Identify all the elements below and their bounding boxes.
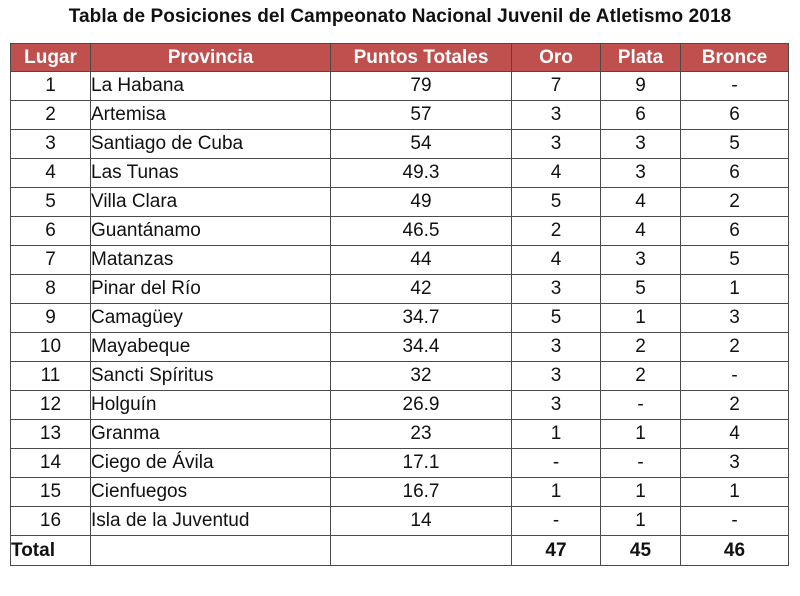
puntos-cell: 54 — [331, 130, 512, 159]
provincia-cell: Matanzas — [91, 246, 331, 275]
table-row — [11, 391, 789, 420]
plata-cell: - — [601, 449, 681, 478]
table-row — [11, 275, 789, 304]
provincia-cell: Cienfuegos — [91, 478, 331, 507]
header-plata: Plata — [601, 44, 681, 72]
lugar-cell: 15 — [11, 478, 91, 507]
provincia-cell: Villa Clara — [91, 188, 331, 217]
header-provincia: Provincia — [91, 44, 331, 72]
oro-cell: 3 — [512, 391, 601, 420]
oro-cell: 3 — [512, 130, 601, 159]
puntos-cell: 26.9 — [331, 391, 512, 420]
oro-cell: 7 — [512, 72, 601, 101]
oro-cell: 4 — [512, 159, 601, 188]
puntos-cell: 49.3 — [331, 159, 512, 188]
puntos-cell: 46.5 — [331, 217, 512, 246]
total-label: Total — [11, 536, 91, 566]
provincia-cell: Camagüey — [91, 304, 331, 333]
puntos-cell: 34.4 — [331, 333, 512, 362]
puntos-cell: 17.1 — [331, 449, 512, 478]
lugar-cell: 2 — [11, 101, 91, 130]
bronce-cell: 5 — [681, 246, 789, 275]
provincia-cell: Las Tunas — [91, 159, 331, 188]
provincia-cell: Ciego de Ávila — [91, 449, 331, 478]
provincia-cell: Mayabeque — [91, 333, 331, 362]
lugar-cell: 3 — [11, 130, 91, 159]
plata-cell: 1 — [601, 304, 681, 333]
oro-cell: 5 — [512, 188, 601, 217]
plata-cell: 1 — [601, 507, 681, 536]
bronce-cell: 1 — [681, 275, 789, 304]
total-oro: 47 — [512, 536, 601, 566]
lugar-cell: 12 — [11, 391, 91, 420]
table-row — [11, 130, 789, 159]
bronce-cell: 6 — [681, 217, 789, 246]
plata-cell: 4 — [601, 188, 681, 217]
total-puntos — [331, 536, 512, 566]
puntos-cell: 57 — [331, 101, 512, 130]
provincia-cell: Holguín — [91, 391, 331, 420]
puntos-cell: 42 — [331, 275, 512, 304]
standings-table — [10, 43, 789, 566]
lugar-cell: 4 — [11, 159, 91, 188]
oro-cell: 5 — [512, 304, 601, 333]
header-lugar: Lugar — [11, 44, 91, 72]
lugar-cell: 8 — [11, 275, 91, 304]
lugar-cell: 1 — [11, 72, 91, 101]
header-bronce: Bronce — [681, 44, 789, 72]
bronce-cell: 6 — [681, 101, 789, 130]
puntos-cell: 32 — [331, 362, 512, 391]
bronce-cell: 2 — [681, 391, 789, 420]
plata-cell: 2 — [601, 333, 681, 362]
bronce-cell: - — [681, 72, 789, 101]
lugar-cell: 13 — [11, 420, 91, 449]
total-plata: 45 — [601, 536, 681, 566]
header-puntos-totales: Puntos Totales — [331, 44, 512, 72]
oro-cell: 1 — [512, 478, 601, 507]
oro-cell: 4 — [512, 246, 601, 275]
table-row — [11, 304, 789, 333]
total-row — [11, 536, 789, 566]
lugar-cell: 14 — [11, 449, 91, 478]
bronce-cell: 1 — [681, 478, 789, 507]
lugar-cell: 9 — [11, 304, 91, 333]
plata-cell: 3 — [601, 130, 681, 159]
plata-cell: 1 — [601, 420, 681, 449]
oro-cell: 3 — [512, 333, 601, 362]
bronce-cell: 3 — [681, 304, 789, 333]
plata-cell: 6 — [601, 101, 681, 130]
plata-cell: 5 — [601, 275, 681, 304]
bronce-cell: - — [681, 362, 789, 391]
provincia-cell: Granma — [91, 420, 331, 449]
provincia-cell: Isla de la Juventud — [91, 507, 331, 536]
lugar-cell: 11 — [11, 362, 91, 391]
oro-cell: 2 — [512, 217, 601, 246]
puntos-cell: 49 — [331, 188, 512, 217]
table-row — [11, 362, 789, 391]
plata-cell: 9 — [601, 72, 681, 101]
table-row — [11, 507, 789, 536]
oro-cell: 3 — [512, 362, 601, 391]
table-row — [11, 159, 789, 188]
lugar-cell: 10 — [11, 333, 91, 362]
table-row — [11, 420, 789, 449]
table-row — [11, 217, 789, 246]
lugar-cell: 5 — [11, 188, 91, 217]
plata-cell: 3 — [601, 159, 681, 188]
table-row — [11, 101, 789, 130]
oro-cell: 3 — [512, 101, 601, 130]
bronce-cell: 2 — [681, 188, 789, 217]
plata-cell: 4 — [601, 217, 681, 246]
provincia-cell: Pinar del Río — [91, 275, 331, 304]
header-oro: Oro — [512, 44, 601, 72]
lugar-cell: 6 — [11, 217, 91, 246]
lugar-cell: 16 — [11, 507, 91, 536]
plata-cell: - — [601, 391, 681, 420]
puntos-cell: 44 — [331, 246, 512, 275]
puntos-cell: 79 — [331, 72, 512, 101]
provincia-cell: Guantánamo — [91, 217, 331, 246]
table-row — [11, 333, 789, 362]
lugar-cell: 7 — [11, 246, 91, 275]
table-row — [11, 478, 789, 507]
plata-cell: 1 — [601, 478, 681, 507]
provincia-cell: Artemisa — [91, 101, 331, 130]
table-row — [11, 449, 789, 478]
plata-cell: 2 — [601, 362, 681, 391]
bronce-cell: - — [681, 507, 789, 536]
oro-cell: 3 — [512, 275, 601, 304]
oro-cell: 1 — [512, 420, 601, 449]
table-body — [11, 72, 789, 536]
puntos-cell: 16.7 — [331, 478, 512, 507]
provincia-cell: La Habana — [91, 72, 331, 101]
puntos-cell: 34.7 — [331, 304, 512, 333]
bronce-cell: 2 — [681, 333, 789, 362]
puntos-cell: 14 — [331, 507, 512, 536]
total-bronce: 46 — [681, 536, 789, 566]
provincia-cell: Sancti Spíritus — [91, 362, 331, 391]
puntos-cell: 23 — [331, 420, 512, 449]
oro-cell: - — [512, 449, 601, 478]
oro-cell: - — [512, 507, 601, 536]
plata-cell: 3 — [601, 246, 681, 275]
bronce-cell: 3 — [681, 449, 789, 478]
table-title: Tabla de Posiciones del Campeonato Nacional Juvenil de Atletismo 2018 — [68, 6, 732, 27]
table-row — [11, 72, 789, 101]
table-row — [11, 246, 789, 275]
provincia-cell: Santiago de Cuba — [91, 130, 331, 159]
table-row — [11, 188, 789, 217]
bronce-cell: 4 — [681, 420, 789, 449]
bronce-cell: 6 — [681, 159, 789, 188]
total-provincia — [91, 536, 331, 566]
bronce-cell: 5 — [681, 130, 789, 159]
table-header-row — [11, 44, 789, 72]
